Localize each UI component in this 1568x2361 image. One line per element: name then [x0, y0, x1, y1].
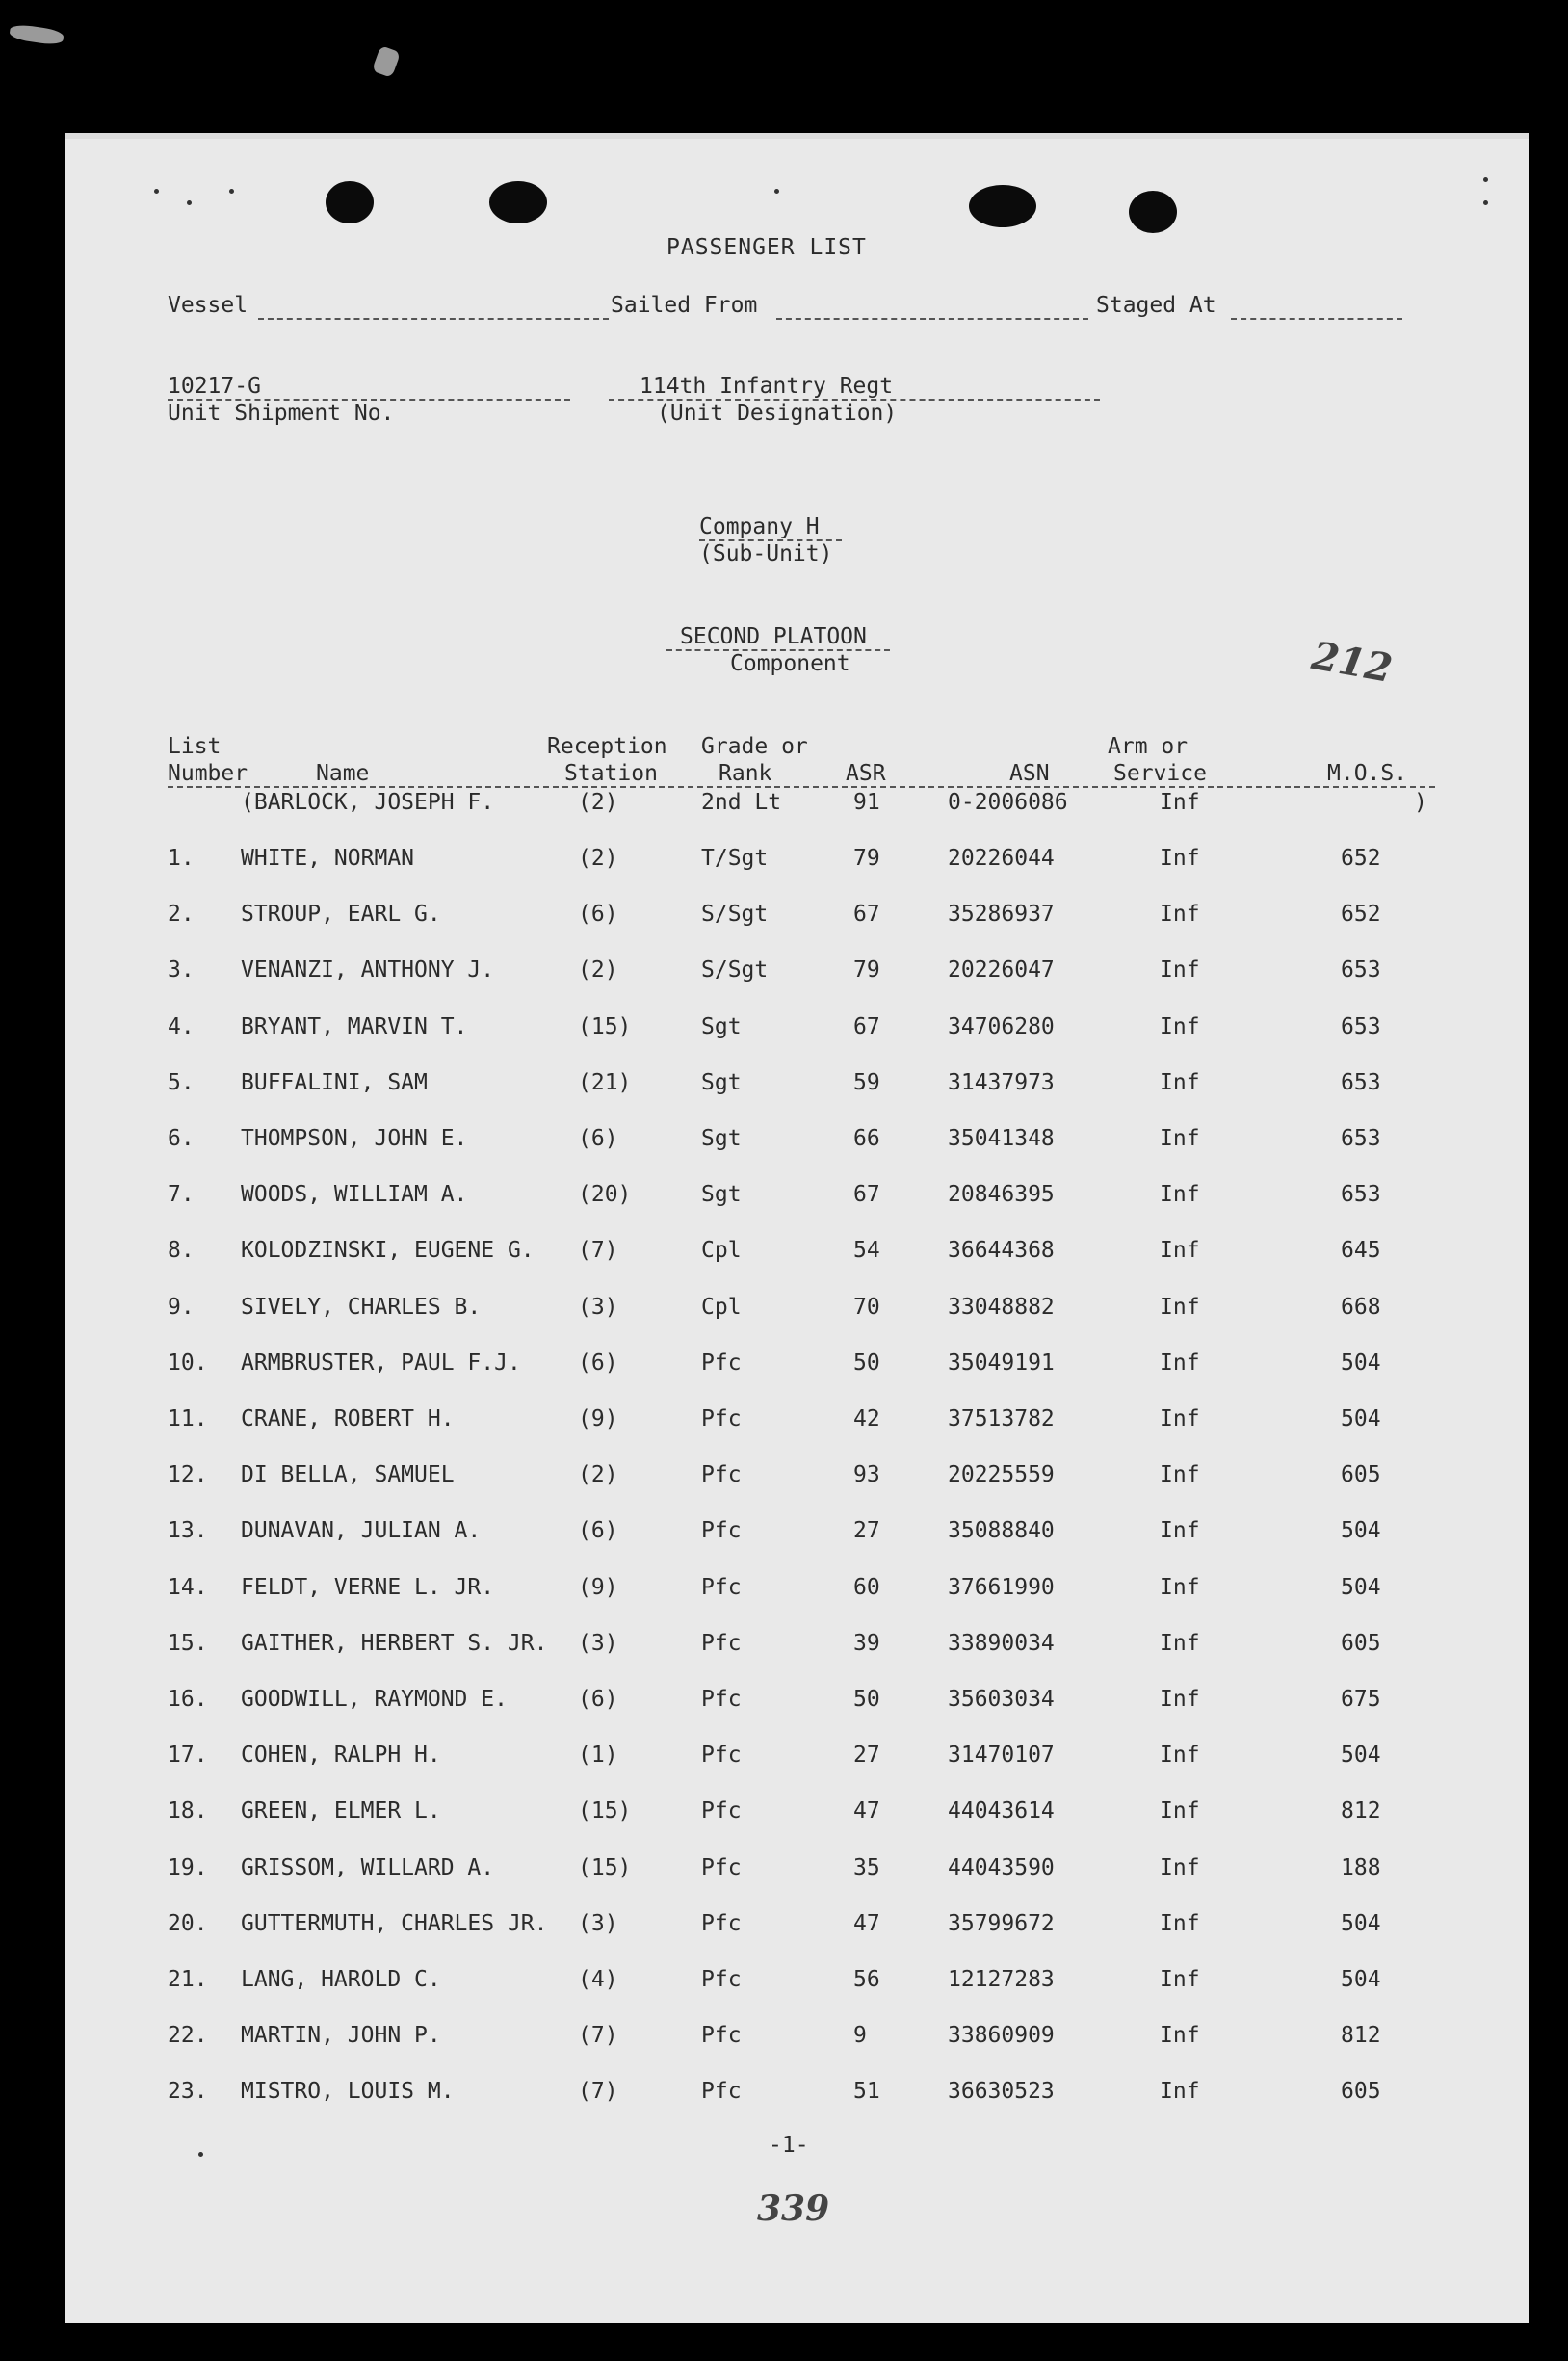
table-row	[65, 1967, 1529, 2002]
header-number: Number	[168, 761, 248, 786]
row-grade: Pfc	[701, 1351, 742, 1376]
row-name: GOODWILL, RAYMOND E.	[241, 1687, 508, 1712]
row-number: 22.	[168, 2023, 208, 2048]
row-number: 13.	[168, 1518, 208, 1543]
row-mos: 653	[1341, 1126, 1381, 1151]
row-number: 15.	[168, 1631, 208, 1656]
row-asn: 12127283	[948, 1967, 1055, 1992]
officer-asn: 0-2006086	[948, 790, 1068, 815]
row-arm: Inf	[1160, 1351, 1200, 1376]
row-number: 10.	[168, 1351, 208, 1376]
row-asn: 35049191	[948, 1351, 1055, 1376]
row-mos: 504	[1341, 1575, 1381, 1600]
row-name: GRISSOM, WILLARD A.	[241, 1855, 495, 1880]
row-asn: 37661990	[948, 1575, 1055, 1600]
row-number: 8.	[168, 1238, 195, 1263]
row-asn: 20846395	[948, 1182, 1055, 1207]
row-asr: 67	[853, 1182, 880, 1207]
row-grade: Pfc	[701, 1855, 742, 1880]
row-grade: Pfc	[701, 1518, 742, 1543]
sailed-from-label: Sailed From	[611, 293, 758, 318]
row-grade: Sgt	[701, 1070, 742, 1095]
header-name: Name	[316, 761, 370, 786]
row-mos: 652	[1341, 902, 1381, 927]
row-mos: 188	[1341, 1855, 1381, 1880]
row-station: (21)	[578, 1070, 632, 1095]
officer-mos: )	[1414, 790, 1427, 815]
row-arm: Inf	[1160, 1911, 1200, 1936]
table-row	[65, 1238, 1529, 1272]
row-station: (6)	[578, 1518, 618, 1543]
paper-scrap	[372, 45, 401, 78]
row-arm: Inf	[1160, 1406, 1200, 1431]
row-mos: 504	[1341, 1518, 1381, 1543]
table-row	[65, 2079, 1529, 2113]
unit-designation-label: (Unit Designation)	[657, 401, 898, 426]
header-list: List	[168, 734, 222, 759]
header-asr: ASR	[846, 761, 886, 786]
table-row	[65, 1351, 1529, 1385]
header-rank: Rank	[719, 761, 772, 786]
row-grade: Pfc	[701, 2023, 742, 2048]
row-number: 12.	[168, 1462, 208, 1487]
component: SECOND PLATOON	[680, 624, 867, 649]
row-mos: 653	[1341, 1182, 1381, 1207]
table-row	[65, 1406, 1529, 1441]
row-arm: Inf	[1160, 902, 1200, 927]
row-asr: 54	[853, 1238, 880, 1263]
officer-row	[65, 790, 1529, 825]
row-grade: S/Sgt	[701, 958, 769, 983]
page-number: -1-	[769, 2133, 809, 2158]
row-arm: Inf	[1160, 1798, 1200, 1823]
row-name: GREEN, ELMER L.	[241, 1798, 441, 1823]
row-asr: 51	[853, 2079, 880, 2104]
table-row	[65, 1518, 1529, 1553]
row-asr: 9	[853, 2023, 867, 2048]
table-row	[65, 1911, 1529, 1946]
row-asr: 50	[853, 1687, 880, 1712]
row-grade: Sgt	[701, 1126, 742, 1151]
row-asr: 47	[853, 1798, 880, 1823]
row-asn: 36644368	[948, 1238, 1055, 1263]
row-number: 7.	[168, 1182, 195, 1207]
row-station: (6)	[578, 1351, 618, 1376]
row-number: 17.	[168, 1743, 208, 1768]
row-name: DUNAVAN, JULIAN A.	[241, 1518, 482, 1543]
row-grade: Cpl	[701, 1295, 742, 1320]
row-arm: Inf	[1160, 1575, 1200, 1600]
row-number: 16.	[168, 1687, 208, 1712]
row-station: (20)	[578, 1182, 632, 1207]
row-number: 18.	[168, 1798, 208, 1823]
row-mos: 504	[1341, 1967, 1381, 1992]
row-asn: 20225559	[948, 1462, 1055, 1487]
row-arm: Inf	[1160, 1295, 1200, 1320]
row-arm: Inf	[1160, 1518, 1200, 1543]
row-mos: 645	[1341, 1238, 1381, 1263]
row-asr: 93	[853, 1462, 880, 1487]
row-asr: 66	[853, 1126, 880, 1151]
officer-grade: 2nd Lt	[701, 790, 782, 815]
row-mos: 504	[1341, 1351, 1381, 1376]
speck	[774, 189, 779, 194]
row-name: WOODS, WILLIAM A.	[241, 1182, 468, 1207]
row-mos: 504	[1341, 1911, 1381, 1936]
row-asn: 33860909	[948, 2023, 1055, 2048]
row-number: 9.	[168, 1295, 195, 1320]
row-mos: 653	[1341, 958, 1381, 983]
table-row	[65, 1014, 1529, 1049]
row-asr: 67	[853, 902, 880, 927]
row-asr: 79	[853, 958, 880, 983]
row-arm: Inf	[1160, 1238, 1200, 1263]
row-grade: S/Sgt	[701, 902, 769, 927]
row-arm: Inf	[1160, 1967, 1200, 1992]
punch-hole	[1129, 191, 1177, 233]
row-asr: 39	[853, 1631, 880, 1656]
table-row	[65, 1575, 1529, 1610]
punch-hole	[326, 181, 374, 223]
row-arm: Inf	[1160, 2023, 1200, 2048]
row-mos: 812	[1341, 1798, 1381, 1823]
table-row	[65, 2023, 1529, 2058]
row-grade: Sgt	[701, 1014, 742, 1039]
row-asn: 44043614	[948, 1798, 1055, 1823]
row-arm: Inf	[1160, 958, 1200, 983]
speck	[198, 2152, 203, 2157]
row-number: 1.	[168, 846, 195, 871]
row-asn: 34706280	[948, 1014, 1055, 1039]
header-grade-or: Grade or	[701, 734, 808, 759]
header-station: Station	[564, 761, 658, 786]
row-number: 3.	[168, 958, 195, 983]
speck	[1483, 177, 1488, 182]
row-arm: Inf	[1160, 1126, 1200, 1151]
header-mos: M.O.S.	[1327, 761, 1408, 786]
row-asr: 27	[853, 1518, 880, 1543]
row-name: THOMPSON, JOHN E.	[241, 1126, 468, 1151]
row-asn: 35286937	[948, 902, 1055, 927]
row-arm: Inf	[1160, 1631, 1200, 1656]
row-number: 21.	[168, 1967, 208, 1992]
table-row	[65, 1462, 1529, 1497]
row-grade: Pfc	[701, 1406, 742, 1431]
speck	[154, 189, 159, 194]
table-row	[65, 1070, 1529, 1105]
row-name: WHITE, NORMAN	[241, 846, 415, 871]
unit-shipment-label: Unit Shipment No.	[168, 401, 395, 426]
row-station: (7)	[578, 2079, 618, 2104]
row-station: (3)	[578, 1295, 618, 1320]
row-name: CRANE, ROBERT H.	[241, 1406, 455, 1431]
header-asn: ASN	[1009, 761, 1050, 786]
row-name: MARTIN, JOHN P.	[241, 2023, 441, 2048]
row-grade: Pfc	[701, 1631, 742, 1656]
table-row	[65, 1798, 1529, 1833]
staged-at-blank	[1231, 318, 1402, 320]
row-asn: 20226047	[948, 958, 1055, 983]
row-asn: 33048882	[948, 1295, 1055, 1320]
row-station: (3)	[578, 1631, 618, 1656]
row-asn: 44043590	[948, 1855, 1055, 1880]
row-asr: 47	[853, 1911, 880, 1936]
row-arm: Inf	[1160, 1070, 1200, 1095]
row-asn: 35603034	[948, 1687, 1055, 1712]
row-station: (6)	[578, 1687, 618, 1712]
row-grade: T/Sgt	[701, 846, 769, 871]
speck	[187, 200, 192, 205]
row-station: (7)	[578, 2023, 618, 2048]
row-name: DI BELLA, SAMUEL	[241, 1462, 455, 1487]
table-row	[65, 1126, 1529, 1161]
row-number: 6.	[168, 1126, 195, 1151]
row-number: 4.	[168, 1014, 195, 1039]
row-name: GAITHER, HERBERT S. JR.	[241, 1631, 548, 1656]
unit-designation: 114th Infantry Regt	[640, 374, 894, 399]
row-mos: 812	[1341, 2023, 1381, 2048]
row-station: (15)	[578, 1855, 632, 1880]
row-mos: 605	[1341, 1631, 1381, 1656]
row-grade: Pfc	[701, 1743, 742, 1768]
vessel-label: Vessel	[168, 293, 248, 318]
row-number: 20.	[168, 1911, 208, 1936]
table-row	[65, 846, 1529, 880]
header-service: Service	[1113, 761, 1207, 786]
speck	[1483, 200, 1488, 205]
row-number: 14.	[168, 1575, 208, 1600]
row-number: 2.	[168, 902, 195, 927]
row-station: (15)	[578, 1014, 632, 1039]
row-asn: 35799672	[948, 1911, 1055, 1936]
row-asr: 79	[853, 846, 880, 871]
row-grade: Pfc	[701, 1575, 742, 1600]
row-arm: Inf	[1160, 1743, 1200, 1768]
row-number: 11.	[168, 1406, 208, 1431]
row-asr: 50	[853, 1351, 880, 1376]
stamp-number: 212	[1308, 633, 1396, 692]
table-row	[65, 1295, 1529, 1329]
row-asn: 33890034	[948, 1631, 1055, 1656]
row-station: (9)	[578, 1575, 618, 1600]
table-row	[65, 1631, 1529, 1666]
officer-station: (2)	[578, 790, 618, 815]
row-grade: Pfc	[701, 1967, 742, 1992]
row-name: SIVELY, CHARLES B.	[241, 1295, 482, 1320]
officer-arm: Inf	[1160, 790, 1200, 815]
row-arm: Inf	[1160, 1462, 1200, 1487]
row-mos: 668	[1341, 1295, 1381, 1320]
sub-unit-label: (Sub-Unit)	[699, 541, 833, 566]
row-number: 23.	[168, 2079, 208, 2104]
row-grade: Pfc	[701, 2079, 742, 2104]
row-grade: Pfc	[701, 1798, 742, 1823]
handwritten-number: 339	[757, 2189, 830, 2229]
row-name: MISTRO, LOUIS M.	[241, 2079, 455, 2104]
row-name: VENANZI, ANTHONY J.	[241, 958, 495, 983]
table-row	[65, 1182, 1529, 1217]
punch-hole	[969, 185, 1036, 227]
vessel-blank	[258, 318, 609, 320]
row-arm: Inf	[1160, 1855, 1200, 1880]
row-grade: Pfc	[701, 1462, 742, 1487]
table-row	[65, 958, 1529, 992]
header-arm-or: Arm or	[1108, 734, 1189, 759]
row-mos: 652	[1341, 846, 1381, 871]
row-station: (9)	[578, 1406, 618, 1431]
row-station: (2)	[578, 1462, 618, 1487]
staged-at-label: Staged At	[1096, 293, 1216, 318]
row-number: 19.	[168, 1855, 208, 1880]
row-mos: 653	[1341, 1014, 1381, 1039]
component-label: Component	[730, 651, 850, 676]
row-arm: Inf	[1160, 2079, 1200, 2104]
table-row	[65, 1855, 1529, 1890]
row-station: (1)	[578, 1743, 618, 1768]
table-row	[65, 1687, 1529, 1721]
row-name: ARMBRUSTER, PAUL F.J.	[241, 1351, 521, 1376]
row-mos: 504	[1341, 1743, 1381, 1768]
row-asr: 67	[853, 1014, 880, 1039]
document-title: PASSENGER LIST	[666, 235, 867, 260]
paper-scrap	[9, 23, 65, 46]
speck	[229, 189, 234, 194]
passenger-list-page	[65, 133, 1529, 2323]
officer-asr: 91	[853, 790, 880, 815]
row-station: (2)	[578, 958, 618, 983]
row-asr: 60	[853, 1575, 880, 1600]
sub-unit: Company H	[699, 514, 820, 539]
row-name: BRYANT, MARVIN T.	[241, 1014, 468, 1039]
row-asr: 35	[853, 1855, 880, 1880]
row-asn: 35041348	[948, 1126, 1055, 1151]
row-arm: Inf	[1160, 1014, 1200, 1039]
row-name: COHEN, RALPH H.	[241, 1743, 441, 1768]
row-station: (6)	[578, 902, 618, 927]
unit-shipment-number: 10217-G	[168, 374, 261, 399]
row-grade: Sgt	[701, 1182, 742, 1207]
row-number: 5.	[168, 1070, 195, 1095]
row-grade: Pfc	[701, 1687, 742, 1712]
row-mos: 675	[1341, 1687, 1381, 1712]
row-arm: Inf	[1160, 1182, 1200, 1207]
header-rule	[168, 786, 1435, 788]
row-mos: 605	[1341, 1462, 1381, 1487]
row-asn: 31437973	[948, 1070, 1055, 1095]
row-name: GUTTERMUTH, CHARLES JR.	[241, 1911, 548, 1936]
row-station: (15)	[578, 1798, 632, 1823]
header-reception: Reception	[547, 734, 667, 759]
row-name: FELDT, VERNE L. JR.	[241, 1575, 495, 1600]
row-arm: Inf	[1160, 1687, 1200, 1712]
row-arm: Inf	[1160, 846, 1200, 871]
row-asn: 35088840	[948, 1518, 1055, 1543]
row-asn: 31470107	[948, 1743, 1055, 1768]
row-station: (3)	[578, 1911, 618, 1936]
row-station: (2)	[578, 846, 618, 871]
row-name: BUFFALINI, SAM	[241, 1070, 428, 1095]
row-asn: 37513782	[948, 1406, 1055, 1431]
row-asr: 42	[853, 1406, 880, 1431]
row-asr: 56	[853, 1967, 880, 1992]
officer-name: (BARLOCK, JOSEPH F.	[241, 790, 495, 815]
row-name: STROUP, EARL G.	[241, 902, 441, 927]
row-station: (6)	[578, 1126, 618, 1151]
row-asn: 36630523	[948, 2079, 1055, 2104]
sailed-from-blank	[776, 318, 1088, 320]
punch-hole	[489, 181, 547, 223]
table-row	[65, 1743, 1529, 1777]
row-station: (7)	[578, 1238, 618, 1263]
row-mos: 605	[1341, 2079, 1381, 2104]
row-station: (4)	[578, 1967, 618, 1992]
row-grade: Cpl	[701, 1238, 742, 1263]
table-row	[65, 902, 1529, 936]
row-mos: 653	[1341, 1070, 1381, 1095]
row-mos: 504	[1341, 1406, 1381, 1431]
row-asr: 27	[853, 1743, 880, 1768]
row-name: LANG, HAROLD C.	[241, 1967, 441, 1992]
row-name: KOLODZINSKI, EUGENE G.	[241, 1238, 535, 1263]
row-asr: 59	[853, 1070, 880, 1095]
row-asn: 20226044	[948, 846, 1055, 871]
row-asr: 70	[853, 1295, 880, 1320]
row-grade: Pfc	[701, 1911, 742, 1936]
